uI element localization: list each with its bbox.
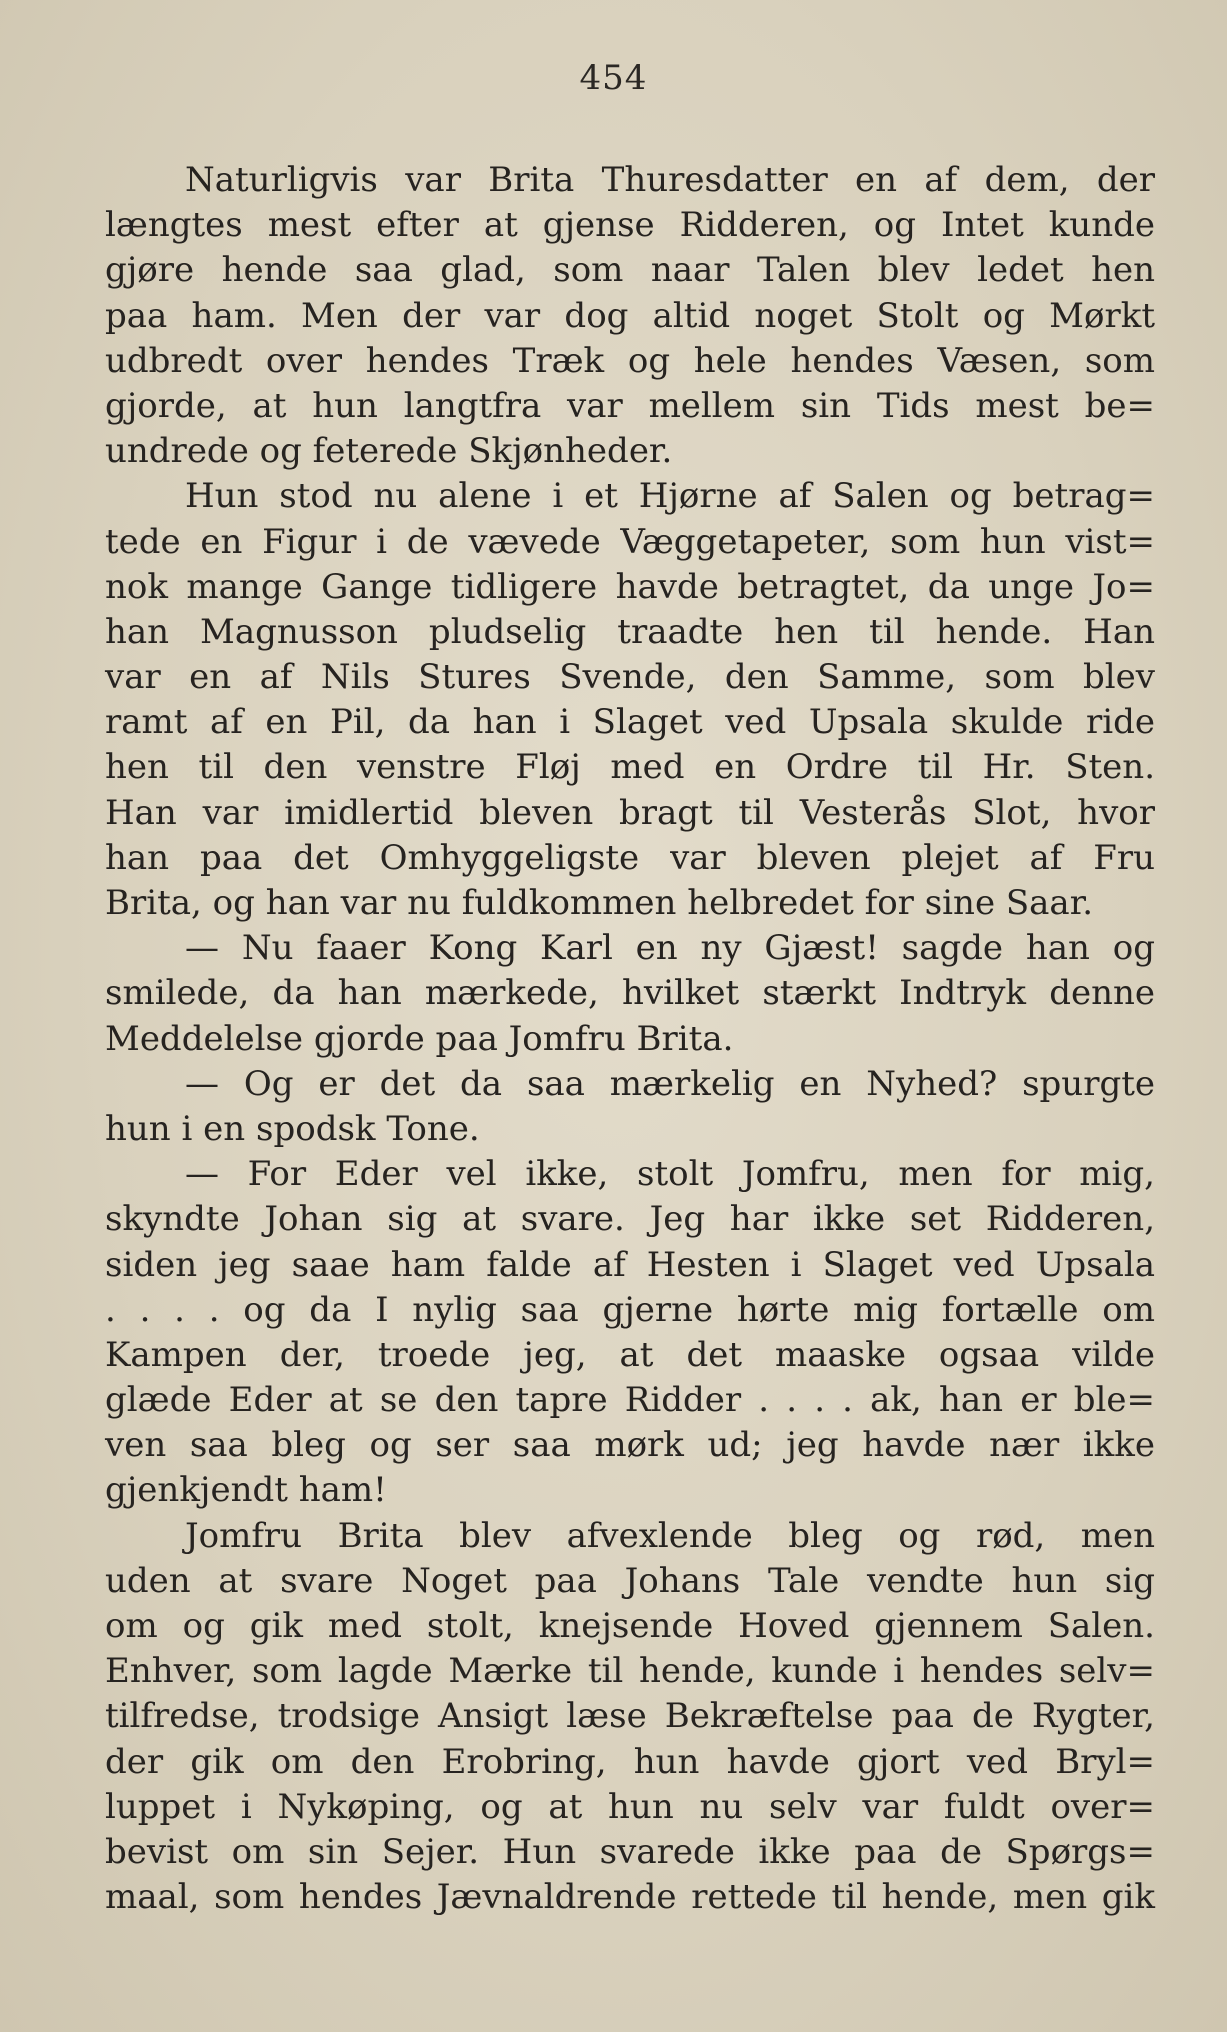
text-line: — For Eder vel ikke, stolt Jomfru, men for mig,: [185, 1154, 1155, 1195]
text-line: Enhver, som lagde Mærke til hende, kunde i hendes selv=: [105, 1651, 1155, 1692]
text-line: skyndte Johan sig at svare. Jeg har ikke set Ridderen,: [105, 1199, 1155, 1240]
text-line: Brita, og han var nu fuldkommen helbredet for sine Saar.: [105, 883, 1094, 923]
text-line: udbredt over hendes Træk og hele hendes Væsen, som: [105, 340, 1155, 381]
text-line: gjøre hende saa glad, som naar Talen blev ledet hen: [105, 250, 1155, 291]
text-line: Naturligvis var Brita Thuresdatter en af dem, der: [185, 160, 1155, 200]
text-line: Han var imidlertid bleven bragt til Vesterås Slot, hvor: [105, 792, 1155, 833]
text-line: ramt af en Pil, da han i Slaget ved Upsala skulde ride: [105, 702, 1155, 743]
text-line: . . . . og da I nylig saa gjerne hørte mig fortælle om: [105, 1289, 1155, 1330]
text-line: glæde Eder at se den tapre Ridder . . . . ak, han er ble=: [105, 1380, 1155, 1421]
text-line: ven saa bleg og ser saa mørk ud; jeg havde nær ikke: [105, 1425, 1155, 1466]
text-line: hen til den venstre Fløj med en Ordre til Hr. Sten.: [105, 747, 1155, 788]
text-line: han paa det Omhyggeligste var bleven plejet af Fru: [105, 837, 1155, 878]
text-line: luppet i Nykøping, og at hun nu selv var fuldt over=: [105, 1786, 1155, 1827]
text-line: — Og er det da saa mærkelig en Nyhed? spurgte: [185, 1063, 1155, 1104]
text-line: der gik om den Erobring, hun havde gjort ved Bryl=: [105, 1741, 1155, 1782]
text-line: længtes mest efter at gjense Ridderen, og Intet kunde: [105, 205, 1155, 246]
text-line: uden at svare Noget paa Johans Tale vendte hun sig: [105, 1560, 1155, 1601]
text-line: hun i en spodsk Tone.: [105, 1108, 480, 1149]
text-line: smilede, da han mærkede, hvilket stærkt Indtryk denne: [105, 973, 1155, 1014]
text-line: Meddelelse gjorde paa Jomfru Brita.: [105, 1018, 734, 1059]
text-line: tede en Figur i de vævede Væggetapeter, som hun vist=: [105, 521, 1155, 562]
text-line: gjorde, at hun langtfra var mellem sin Tids mest be=: [105, 385, 1155, 426]
text-line: Hun stod nu alene i et Hjørne af Salen og betrag=: [185, 476, 1155, 517]
text-line: paa ham. Men der var dog altid noget Stolt og Mørkt: [105, 295, 1155, 336]
text-line: om og gik med stolt, knejsende Hoved gjennem Salen.: [105, 1606, 1155, 1646]
text-line: nok mange Gange tidligere havde betragtet, da unge Jo=: [105, 566, 1155, 607]
page-number: 454: [579, 58, 648, 98]
text-line: Jomfru Brita blev afvexlende bleg og rød, men: [185, 1515, 1155, 1556]
text-line: gjenkjendt ham!: [105, 1470, 387, 1511]
text-line: siden jeg saae ham falde af Hesten i Slaget ved Upsala: [105, 1244, 1155, 1285]
text-line: bevist om sin Sejer. Hun svarede ikke paa de Spørgs=: [105, 1831, 1155, 1872]
text-line: han Magnusson pludselig traadte hen til hende. Han: [105, 611, 1155, 652]
text-line: var en af Nils Stures Svende, den Samme, som blev: [105, 657, 1155, 698]
body-text: [105, 158, 1155, 1920]
text-line: — Nu faaer Kong Karl en ny Gjæst! sagde han og: [185, 928, 1155, 969]
text-line: undrede og feterede Skjønheder.: [105, 431, 673, 472]
text-line: tilfredse, trodsige Ansigt læse Bekræftelse paa de Rygter,: [105, 1696, 1155, 1737]
text-line: maal, som hendes Jævnaldrende rettede til hende, men gik: [105, 1877, 1155, 1918]
text-line: Kampen der, troede jeg, at det maaske ogsaa vilde: [105, 1334, 1155, 1375]
